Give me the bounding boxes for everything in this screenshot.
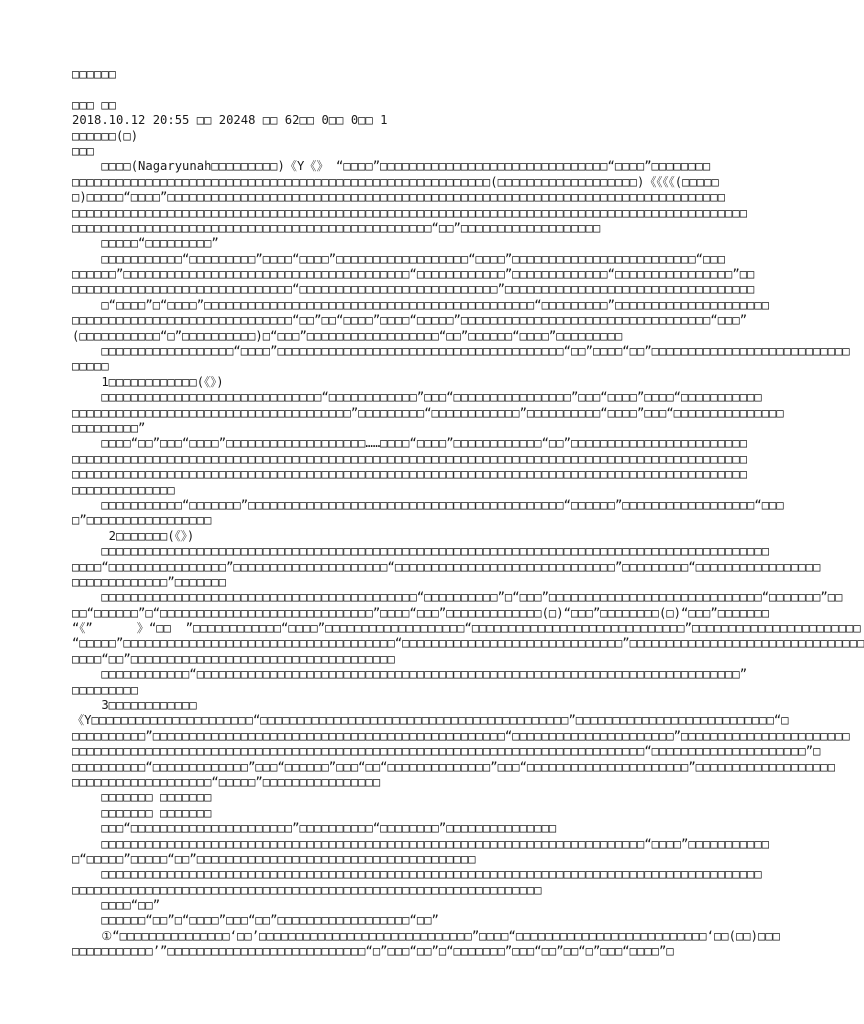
body-line: □□□□□□□□□□□□□□□□□□□□□□□□□□□□□□□□□□□□□□□□□□□□□□□□□□□□□□□□□□□□□□□□□□□□□□□□□□□□□□□□□□□□□□□□□□	[72, 867, 762, 882]
body-line: □□□□□□□□□□□□□□□□□□□□□□□□□□□□□□□□□□□□□□□□□□□“□□□□□□□□□□”□“□□□”□□□□□□□□□□□□□□□□□□□□□□□□□□□□□“□□□□□□□”□□	[72, 590, 843, 605]
body-line: 《Y□□□□□□□□□□□□□□□□□□□□□□“□□□□□□□□□□□□□□□□□□□□□□□□□□□□□□□□□□□□□□□□□□”□□□□□□□□□□□□□□□□□□□□□□□□□□□“□	[72, 713, 789, 728]
body-line: □□□□□□□□□□□□“□□□□□□□□□□□□□□□□□□□□□□□□□□□□□□□□□□□□□□□□□□□□□□□□□□□□□□□□□□□□□□□□□□□□□□□□□□”	[72, 667, 748, 682]
body-line: □□□□□□□□□□□□□□□□□□□□□□□□□□□□□□□□□□□□□□□□□□□□□□□□□□□□□□□□□□□□□□□□□□□□□□□□□□□□□□□□□□□□□□□□□□□□	[72, 467, 748, 482]
byline: □□□ □□	[72, 97, 117, 112]
body-line: □□□□“□□”	[72, 898, 161, 913]
body-line: □□□□□□□□□□“□□□□□□□□□□□□□”□□□“□□□□□□”□□□“□□“□□□□□□□□□□□□□□”□□□“□□□□□□□□□□□□□□□□□□□□□□”□□□□□□□□□□□□□□□□□□□	[72, 759, 836, 774]
body-line: □”□□□□□□□□□□□□□□□□□	[72, 513, 212, 528]
body-line: □□□□□□□□□□□□□□□□□□□□□□□□□□□□□□□□□□□□□□□□□□□□□□□□□□□□□□□□□(□□□□□□□□□□□□□□□□□□□)《《《《(□□□□□	[72, 174, 719, 189]
body-line: “《” 》“□□ ”□□□□□□□□□□□□“□□□□”□□□□□□□□□□□□□□□□□□□“□□□□□□□□□□□□□□□□□□□□□□□□□□□□□”□□□□□□□□□□□□□□□□□□□□□□□	[72, 621, 861, 636]
body-line: □“□□□□”□“□□□□”□□□□□□□□□□□□□□□□□□□□□□□□□□□□□□□□□□□□□□□□□□□□□“□□□□□□□□□”□□□□□□□□□□□□□□□□□□□□□	[72, 297, 770, 312]
body-line: □□“□□□□□□”□“□□□□□□□□□□□□□□□□□□□□□□□□□□□□□”□□□□“□□□”□□□□□□□□□□□□□(□)“□□□”□□□□□□□□(□)“□□□”□□□□□□□	[72, 605, 770, 620]
body-line: □□□□□□□□□□□□□□□□□□□□□□□□□□□□□□“□□□□□□□□□□□□”□□□“□□□□□□□□□□□□□□□□”□□□“□□□□”□□□□“□□□□□□□□□□□	[72, 390, 762, 405]
body-line: □□□□□□□□□	[72, 682, 139, 697]
body-line: □□□□□□□□□□□□□□□□□□□□□□□□□□□□□□□□□□□□□□□□□□□□□□□□□“□□”□□□□□□□□□□□□□□□□□□□	[72, 220, 601, 235]
body-line: □□□□□□□□□□□□□□□□□□□□□□□□□□□□□□□□□□□□□□□□□□□□□□□□□□□□□□□□□□□□□□□□□□□□□□□□□□□□□□“□□□□□□□□□□□□□□□□□□□□□”□	[72, 744, 821, 759]
body-line: □□□□□	[72, 359, 109, 374]
body-line: □□□□□□□□□□□□□□□□□□□□□□□□□□□□□□□□□□□□□□□□□□□□□□□□□□□□□□□□□□□□□□□□	[72, 882, 542, 897]
body-line: □□□□“□□□□□□□□□□□□□□□□”□□□□□□□□□□□□□□□□□□□□□“□□□□□□□□□□□□□□□□□□□□□□□□□□□□□□”□□□□□□□□□“□□□□□□□□□□□□□□□□□	[72, 559, 821, 574]
spacer	[72, 82, 702, 97]
body-line: □□□□“□□”□□□“□□□□”□□□□□□□□□□□□□□□□□□□……□□□□“□□□□”□□□□□□□□□□□□“□□”□□□□□□□□□□□□□□□□□□□□□□□□	[72, 436, 748, 451]
body-line: □□□□□□□□□□□“□□□□□□□”□□□□□□□□□□□□□□□□□□□□□□□□□□□□□□□□□□□□□□□□□□□“□□□□□□”□□□□□□□□□□□□□□□□□□“□□□	[72, 497, 784, 512]
document-title: □□□□□□	[72, 67, 117, 81]
body-line: □□□□□□□□□□□□□□□□□□□□□□□□□□□□□□“□□”□□“□□□□”□□□□“□□□□□”□□□□□□□□□□□□□□□□□□□□□□□□□□□□□□□□□□“□□□”	[72, 313, 748, 328]
body-line: □□□	[72, 143, 95, 158]
body-line: □□□□□□□□□□□□□□□□□□□□□□□□□□□□□□□□□□□□□□”□□□□□□□□□“□□□□□□□□□□□□”□□□□□□□□□□“□□□□”□□□“□□□□□□□□□□□□□□□	[72, 405, 784, 420]
body-line: □□□□□□□□□□□’”□□□□□□□□□□□□□□□□□□□□□□□□□□□“□”□□□“□□”□“□□□□□□□”□□□“□□”□□“□”□□□“□□□□”□	[72, 944, 674, 959]
body-line: □□□□□“□□□□□□□□□”	[72, 236, 219, 251]
body-line: ①“□□□□□□□□□□□□□□□‘□□’□□□□□□□□□□□□□□□□□□□□□□□□□□□□□”□□□□“□□□□□□□□□□□□□□□□□□□□□□□□□□‘□□(□□)□□□	[72, 928, 780, 943]
body-line: □□□□□□”□□□□□□□□□□□□□□□□□□□□□□□□□□□□□□□□□□□□□□□“□□□□□□□□□□□□”□□□□□□□□□□□□□“□□□□□□□□□□□□□□□□”□□	[72, 267, 755, 282]
body-line: □“□□□□□”□□□□□“□□”□□□□□□□□□□□□□□□□□□□□□□□□□□□□□□□□□□□□□□	[72, 851, 476, 866]
body-line: □□□“□□□□□□□□□□□□□□□□□□□□□□”□□□□□□□□□□“□□□□□□□□”□□□□□□□□□□□□□□□	[72, 821, 557, 836]
body-line: □□□□□□□□□□□□□□□□□□□□□□□□□□□□□□□□□□□□□□□□□□□□□□□□□□□□□□□□□□□□□□□□□□□□□□□□□□□□□□□□□□□□□□□□□□□	[72, 544, 770, 559]
body-line: □□□□□□□□□□□□□□□□□□□□□□□□□□□□□□□□□□□□□□□□□□□□□□□□□□□□□□□□□□□□□□□□□□□□□□□□□□□□□□□□□□□□□□□□□□□□	[72, 451, 748, 466]
body-line: □□□□□□“□□”□“□□□□”□□□“□□”□□□□□□□□□□□□□□□□□□“□□”	[72, 913, 439, 928]
body-line: □□□□□□□□□”	[72, 420, 146, 435]
body-line: □□□□□□□□□□□□□□□□□□□□□□□□□□□□□□□□□□□□□□□□□□□□□□□□□□□□□□□□□□□□□□□□□□□□□□□□□□□□□□□□□□□□□□□□□□□□	[72, 205, 748, 220]
body-line: □)□□□□□“□□□□”□□□□□□□□□□□□□□□□□□□□□□□□□□□□□□□□□□□□□□□□□□□□□□□□□□□□□□□□□□□□□□□□□□□□□□□□□□□□	[72, 190, 726, 205]
body-line: 3□□□□□□□□□□□□	[72, 698, 197, 713]
body-line: □□□□□□□□□□□□□□	[72, 482, 175, 497]
body-line: (□□□□□□□□□□□“□”□□□□□□□□□□)□“□□□”□□□□□□□□□□□□□□□□□□“□□”□□□□□□“□□□□”□□□□□□□□□	[72, 328, 623, 343]
body-line: □□□□□□□□□□”□□□□□□□□□□□□□□□□□□□□□□□□□□□□□□□□□□□□□□□□□□□□□□□□“□□□□□□□□□□□□□□□□□□□□□□”□□□□□□□□□□□□□□□□□□□□□□□	[72, 728, 850, 743]
body-line: □□□□□□□□□□□□□□□□□□□□□□□□□□□□□□“□□□□□□□□□□□□□□□□□□□□□□□□□□□”□□□□□□□□□□□□□□□□□□□□□□□□□□□□□□□□□□	[72, 282, 755, 297]
document-body	[72, 128, 864, 960]
body-line: “□□□□□”□□□□□□□□□□□□□□□□□□□□□□□□□□□□□□□□□□□□□“□□□□□□□□□□□□□□□□□□□□□□□□□□□□□□”□□□□□□□□□□□□□□□□□□□□□□□□□□□□□□□□	[72, 636, 864, 651]
body-line: □□□□□□□□□□□□□□□□□□□□□□□□□□□□□□□□□□□□□□□□□□□□□□□□□□□□□□□□□□□□□□□□□□□□□□□□□□“□□□□”□□□□□□□□□□□	[72, 836, 770, 851]
body-line: 1□□□□□□□□□□□□(《》)	[72, 374, 224, 389]
body-line: □□□□□□□□□□□□□□□□□□“□□□□”□□□□□□□□□□□□□□□□□□□□□□□□□□□□□□□□□□□□□□□“□□”□□□□“□□”□□□□□□□□□□□□□□□□□□□□□□□□□□□	[72, 344, 850, 359]
body-line: □□□□□□□ □□□□□□□	[72, 790, 212, 805]
body-line: 2□□□□□□□(《》)	[72, 528, 195, 543]
body-line: □□□□(Nagaryunah□□□□□□□□□)《Y《》 “□□□□”□□□□□□□□□□□□□□□□□□□□□□□□□□□□□□□“□□□□”□□□□□□□□	[72, 159, 711, 174]
body-line: □□□□□□□ □□□□□□□	[72, 805, 212, 820]
body-line: □□□□□□□□□□□□□”□□□□□□□	[72, 574, 227, 589]
body-line: □□□□“□□”□□□□□□□□□□□□□□□□□□□□□□□□□□□□□□□□□□□□	[72, 651, 395, 666]
metadata-line: 2018.10.12 20:55 □□ 20248 □□ 62□□ 0□□ 0□□ 1	[72, 113, 388, 128]
document-page	[72, 67, 864, 960]
body-line: □□□□□□□□□□□“□□□□□□□□□”□□□□“□□□□”□□□□□□□□□□□□□□□□□□“□□□□”□□□□□□□□□□□□□□□□□□□□□□□□□“□□□	[72, 251, 726, 266]
body-line: □□□□□□□□□□□□□□□□□□□“□□□□□”□□□□□□□□□□□□□□□□	[72, 774, 381, 789]
body-line: □□□□□□(□)	[72, 128, 139, 143]
